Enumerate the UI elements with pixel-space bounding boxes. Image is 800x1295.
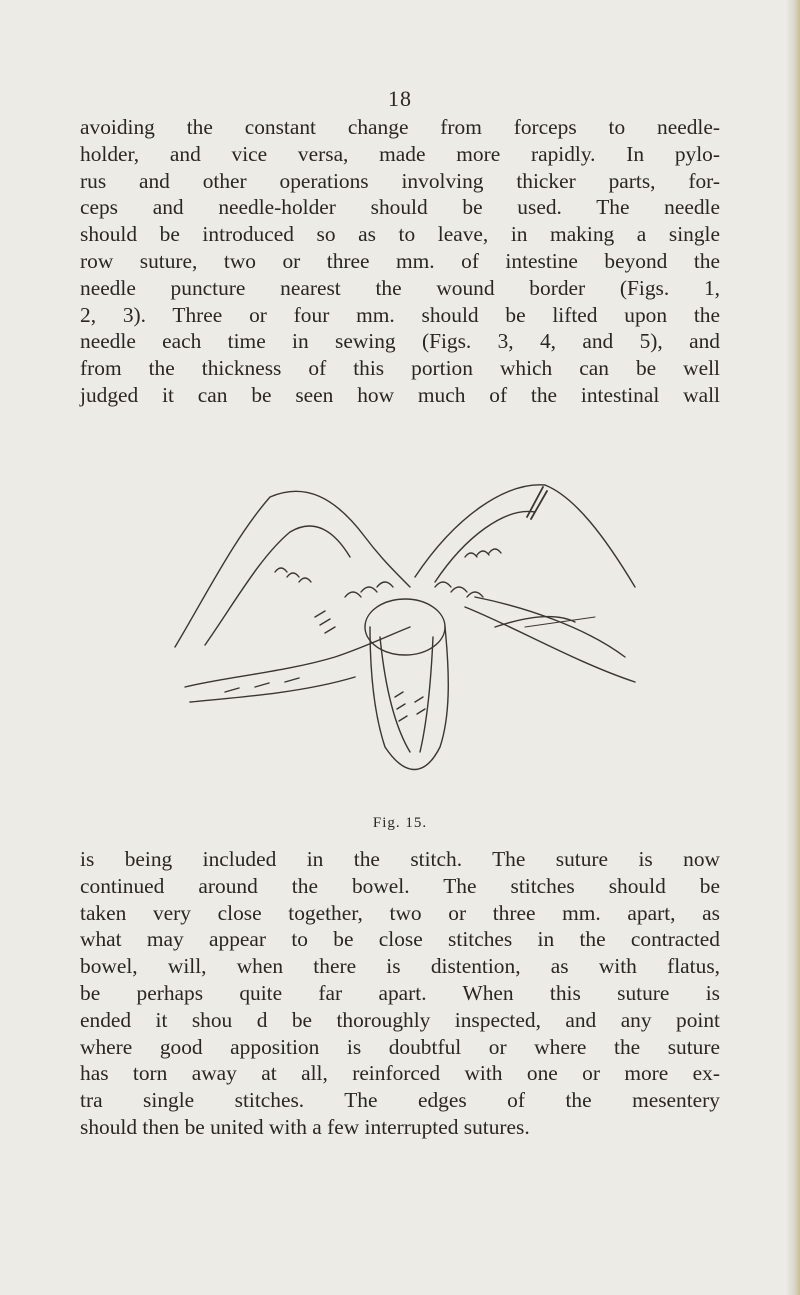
text-line: avoiding the constant change from forceps to needle- — [80, 115, 720, 139]
text-line: has torn away at all, reinforced with one or more ex- — [80, 1061, 720, 1086]
text-line: should then be united with a few interrupted sutures. — [80, 1114, 530, 1139]
paragraph-top — [80, 114, 720, 409]
text-line: row suture, two or three mm. of intestine beyond the — [80, 248, 720, 273]
text-line: 2, 3). Three or four mm. should be lifted upon the — [80, 302, 720, 327]
text-line: continued around the bowel. The stitches should be — [80, 873, 720, 898]
paragraph-bottom — [80, 846, 720, 1141]
text-line: judged it can be seen how much of the intestinal wall — [80, 382, 720, 407]
text-line: what may appear to be close stitches in the contracted — [80, 927, 720, 952]
text-line: taken very close together, two or three mm. apart, as — [80, 900, 720, 925]
text-line: be perhaps quite far apart. When this suture is — [80, 980, 720, 1005]
text-line: needle puncture nearest the wound border (Figs. 1, — [80, 275, 720, 300]
text-line: is being included in the stitch. The suture is now — [80, 847, 720, 871]
text-line: holder, and vice versa, made more rapidly. In pylo- — [80, 141, 720, 166]
text-line: ceps and needle-holder should be used. The needle — [80, 195, 720, 220]
page-number: 18 — [388, 86, 412, 111]
figure-caption: Fig. 15. — [372, 815, 428, 831]
text-line: rus and other operations involving thicker parts, for- — [80, 168, 720, 193]
text-line: bowel, will, when there is distention, as with flatus, — [80, 954, 720, 979]
text-line: where good apposition is doubtful or where the suture — [80, 1034, 720, 1059]
text-line: from the thickness of this portion which can be well — [80, 356, 720, 381]
page-edge — [786, 0, 800, 1295]
text-line: ended it shou d be thoroughly inspected, and any point — [80, 1007, 720, 1032]
text-line: needle each time in sewing (Figs. 3, 4, and 5), and — [80, 329, 720, 354]
text-line: tra single stitches. The edges of the mesentery — [80, 1088, 720, 1113]
intestine-suture-illustration — [165, 477, 645, 797]
text-line: should be introduced so as to leave, in making a single — [80, 222, 720, 247]
